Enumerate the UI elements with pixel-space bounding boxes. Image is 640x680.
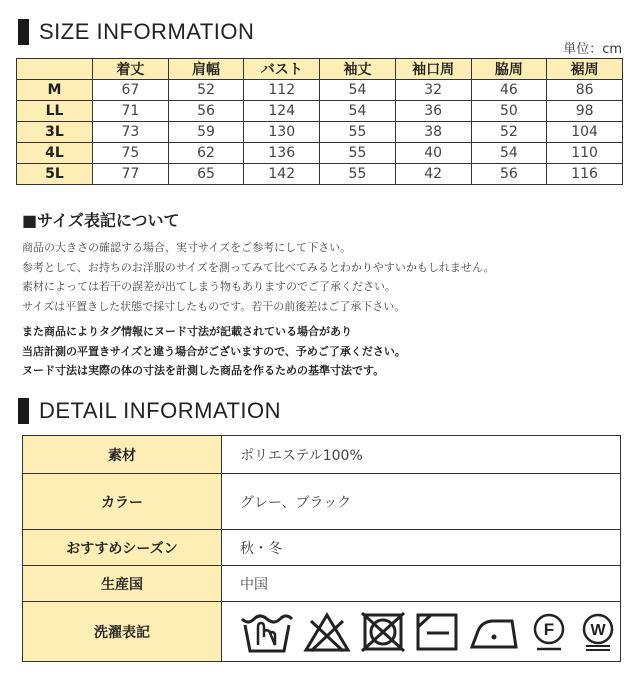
svg-text:F: F xyxy=(543,619,555,639)
size-header-cell xyxy=(17,59,93,80)
size-value: 73 xyxy=(93,122,169,143)
size-section-title xyxy=(18,19,254,45)
size-header-cell: 袖口周 xyxy=(395,59,471,80)
detail-row xyxy=(23,566,621,602)
size-value: 54 xyxy=(320,101,396,122)
detail-row xyxy=(23,436,621,474)
detail-label: 洗濯表記 xyxy=(23,602,222,662)
size-label: 5L xyxy=(17,164,93,185)
wet-clean-w-icon xyxy=(578,611,618,653)
detail-row xyxy=(23,530,621,566)
detail-row xyxy=(23,602,621,662)
size-value: 77 xyxy=(93,164,169,185)
size-title-text: SIZE INFORMATION xyxy=(39,19,255,44)
size-value: 54 xyxy=(320,80,396,101)
size-row xyxy=(17,122,623,143)
size-notes xyxy=(22,238,495,316)
dry-clean-f-icon xyxy=(529,611,569,653)
size-value: 46 xyxy=(471,80,547,101)
note-bold-line: ヌード寸法は実際の体の寸法を計測した商品を作るための基準寸法です。 xyxy=(22,364,385,377)
size-table xyxy=(16,58,623,185)
size-value: 86 xyxy=(547,80,623,101)
hand-wash-icon xyxy=(240,611,294,653)
size-value: 36 xyxy=(395,101,471,122)
care-icons xyxy=(240,611,620,653)
size-value: 116 xyxy=(547,164,623,185)
detail-row xyxy=(23,474,621,530)
size-value: 52 xyxy=(168,80,244,101)
note-line: 商品の大きさの確認する場合、実寸サイズをご参考にして下さい。 xyxy=(22,241,352,254)
size-value: 136 xyxy=(244,143,320,164)
detail-section-title xyxy=(18,398,281,424)
size-value: 65 xyxy=(168,164,244,185)
detail-label: 素材 xyxy=(23,436,222,474)
size-value: 56 xyxy=(168,101,244,122)
do-not-tumble-dry-icon xyxy=(360,611,406,653)
size-value: 110 xyxy=(547,143,623,164)
note-line: 素材によっては若干の誤差が出てしまう物もありますのでご了承ください。 xyxy=(22,280,396,293)
do-not-bleach-icon xyxy=(303,611,351,653)
size-header-cell: 袖丈 xyxy=(320,59,396,80)
size-value: 130 xyxy=(244,122,320,143)
size-value: 112 xyxy=(244,80,320,101)
size-value: 54 xyxy=(471,143,547,164)
size-row xyxy=(17,164,623,185)
size-header-cell: 着丈 xyxy=(93,59,169,80)
size-value: 142 xyxy=(244,164,320,185)
section-title-bar xyxy=(18,398,29,424)
size-notes-heading: ■サイズ表記について xyxy=(22,211,180,230)
size-value: 75 xyxy=(93,143,169,164)
note-bold-line: 当店計測の平置きサイズと違う場合がございますので、予めご了承ください。 xyxy=(22,344,406,358)
section-title-bar xyxy=(18,19,29,45)
size-value: 62 xyxy=(168,143,244,164)
detail-value: 秋・冬 xyxy=(222,530,621,566)
detail-table xyxy=(22,435,621,662)
size-header-cell: 裾周 xyxy=(547,59,623,80)
size-value: 71 xyxy=(93,101,169,122)
size-value: 38 xyxy=(395,122,471,143)
svg-text:W: W xyxy=(590,621,606,639)
size-label: LL xyxy=(17,101,93,122)
detail-value: グレー、ブラック xyxy=(222,474,621,530)
size-row xyxy=(17,80,623,101)
size-value: 55 xyxy=(320,164,396,185)
detail-label: 生産国 xyxy=(23,566,222,602)
detail-label: おすすめシーズン xyxy=(23,530,222,566)
size-row xyxy=(17,101,623,122)
size-value: 55 xyxy=(320,122,396,143)
care-icons-cell xyxy=(222,602,621,662)
note-bold-line: また商品によりタグ情報にヌード寸法が記載されている場合があり xyxy=(22,325,352,338)
detail-value: ポリエステル100% xyxy=(222,436,621,474)
unit-label: 単位：cm xyxy=(563,42,622,57)
size-value: 59 xyxy=(168,122,244,143)
size-notes-bold xyxy=(22,322,406,381)
detail-value: 中国 xyxy=(222,566,621,602)
size-label: M xyxy=(17,80,93,101)
size-header-cell: 肩幅 xyxy=(168,59,244,80)
size-value: 124 xyxy=(244,101,320,122)
detail-label: カラー xyxy=(23,474,222,530)
detail-title-text: DETAIL INFORMATION xyxy=(39,398,282,423)
note-line: サイズは平置きした状態で採寸したものです。若干の前後差はご了承下さい。 xyxy=(22,299,406,313)
size-row xyxy=(17,143,623,164)
dry-flat-icon xyxy=(415,611,459,653)
size-value: 32 xyxy=(395,80,471,101)
size-label: 3L xyxy=(17,122,93,143)
size-header-cell: 脇周 xyxy=(471,59,547,80)
size-value: 55 xyxy=(320,143,396,164)
size-value: 40 xyxy=(395,143,471,164)
size-value: 42 xyxy=(395,164,471,185)
size-value: 50 xyxy=(471,101,547,122)
size-value: 98 xyxy=(547,101,623,122)
note-line: 参考として、お持ちのお洋服のサイズを測ってみて比べてみるとわかりやすいかもしれません。 xyxy=(22,260,495,274)
low-iron-icon xyxy=(468,611,520,653)
size-header-cell: バスト xyxy=(244,59,320,80)
size-value: 52 xyxy=(471,122,547,143)
size-value: 67 xyxy=(93,80,169,101)
size-value: 56 xyxy=(471,164,547,185)
size-value: 104 xyxy=(547,122,623,143)
size-header-row xyxy=(17,59,623,80)
size-label: 4L xyxy=(17,143,93,164)
